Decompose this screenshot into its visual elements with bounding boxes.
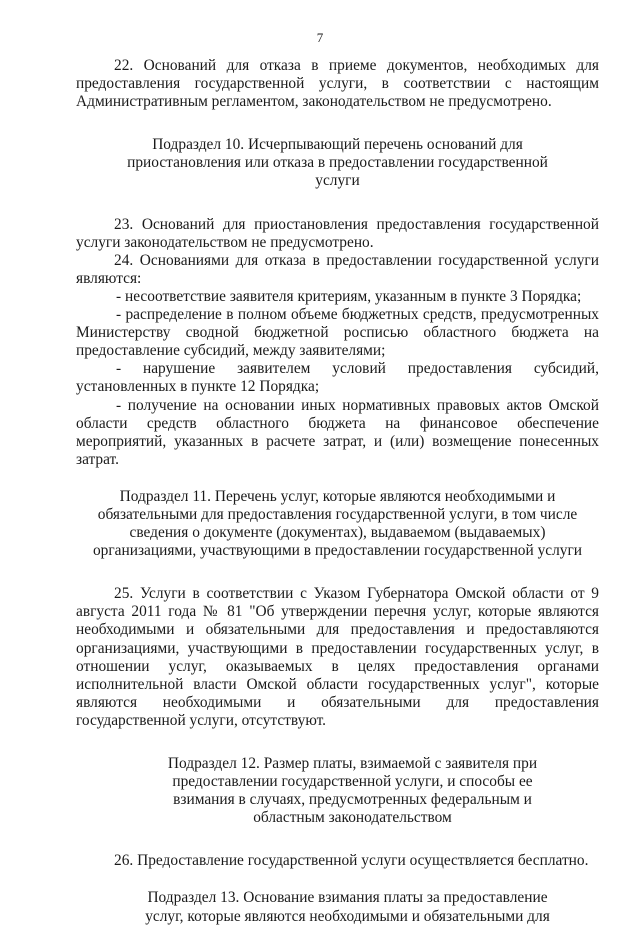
- paragraph-24-item-2: - распределение в полном объеме бюджетных средств, предусмотренных Министерству сводной бюджетной росписью областного бюджета на предоставление субсидий, между заявителями;: [76, 306, 599, 360]
- paragraph-24-item-1: - несоответствие заявителя критериям, указанным в пункте 3 Порядка;: [116, 287, 582, 305]
- paragraph-24: 24. Основаниями для отказа в предоставлении государственной услуги являются:: [76, 251, 599, 287]
- subsection-11-heading: Подраздел 11. Перечень услуг, которые являются необходимыми и обязательными для предоставления государственной услуги, в том числе сведения о документе (документах), выдаваемом (выдаваемых) организациями, участвующими в предоставлении государственной услуги: [92, 487, 583, 560]
- page-number: 7: [316, 30, 324, 45]
- subsection-12-heading: Подраздел 12. Размер платы, взимаемой с заявителя при предоставлении государственной услуги, и способы ее взимания в случаях, предусмотренных федеральным и областным законодательством: [167, 755, 538, 827]
- paragraph-23: 23. Оснований для приостановления предоставления государственной услуги законодательством не предусмотрено.: [76, 215, 599, 251]
- subsection-13-heading: Подраздел 13. Основание взимания платы за предоставление услуг, которые являются необходимыми и обязательными для: [145, 889, 550, 925]
- paragraph-25: 25. Услуги в соответствии с Указом Губернатора Омской области от 9 августа 2011 года № 81 "Об утверждении перечня услуг, которые являются необходимыми и обязательными для предоставления и предоставляются организациями, участвующими в предоставлении государственных услуг, в отношении услуг, оказываемых в целях предоставления органами исполнительной власти Омской области государственных услуг", которые являются необходимыми и обязательными для предоставления государственной услуги, отсутствуют.: [76, 585, 599, 729]
- document-body: [76, 57, 599, 926]
- paragraph-22: 22. Оснований для отказа в приеме документов, необходимых для предоставления государственной услуги, в соответствии с настоящим Административным регламентом, законодательством не предусмотрено.: [76, 57, 599, 111]
- paragraph-24-item-4: - получение на основании иных нормативных правовых актов Омской области средств областного бюджета на финансовое обеспечение мероприятий, указанных в расчете затрат, и (или) возмещение понесенных затрат.: [76, 396, 599, 468]
- paragraph-24-item-3: - нарушение заявителем условий предоставления субсидий, установленных в пункте 12 Порядка;: [76, 360, 599, 396]
- subsection-10-heading: Подраздел 10. Исчерпывающий перечень оснований для приостановления или отказа в предоставлении государственной услуги: [127, 136, 548, 190]
- paragraph-26: 26. Предоставление государственной услуги осуществляется бесплатно.: [114, 852, 589, 870]
